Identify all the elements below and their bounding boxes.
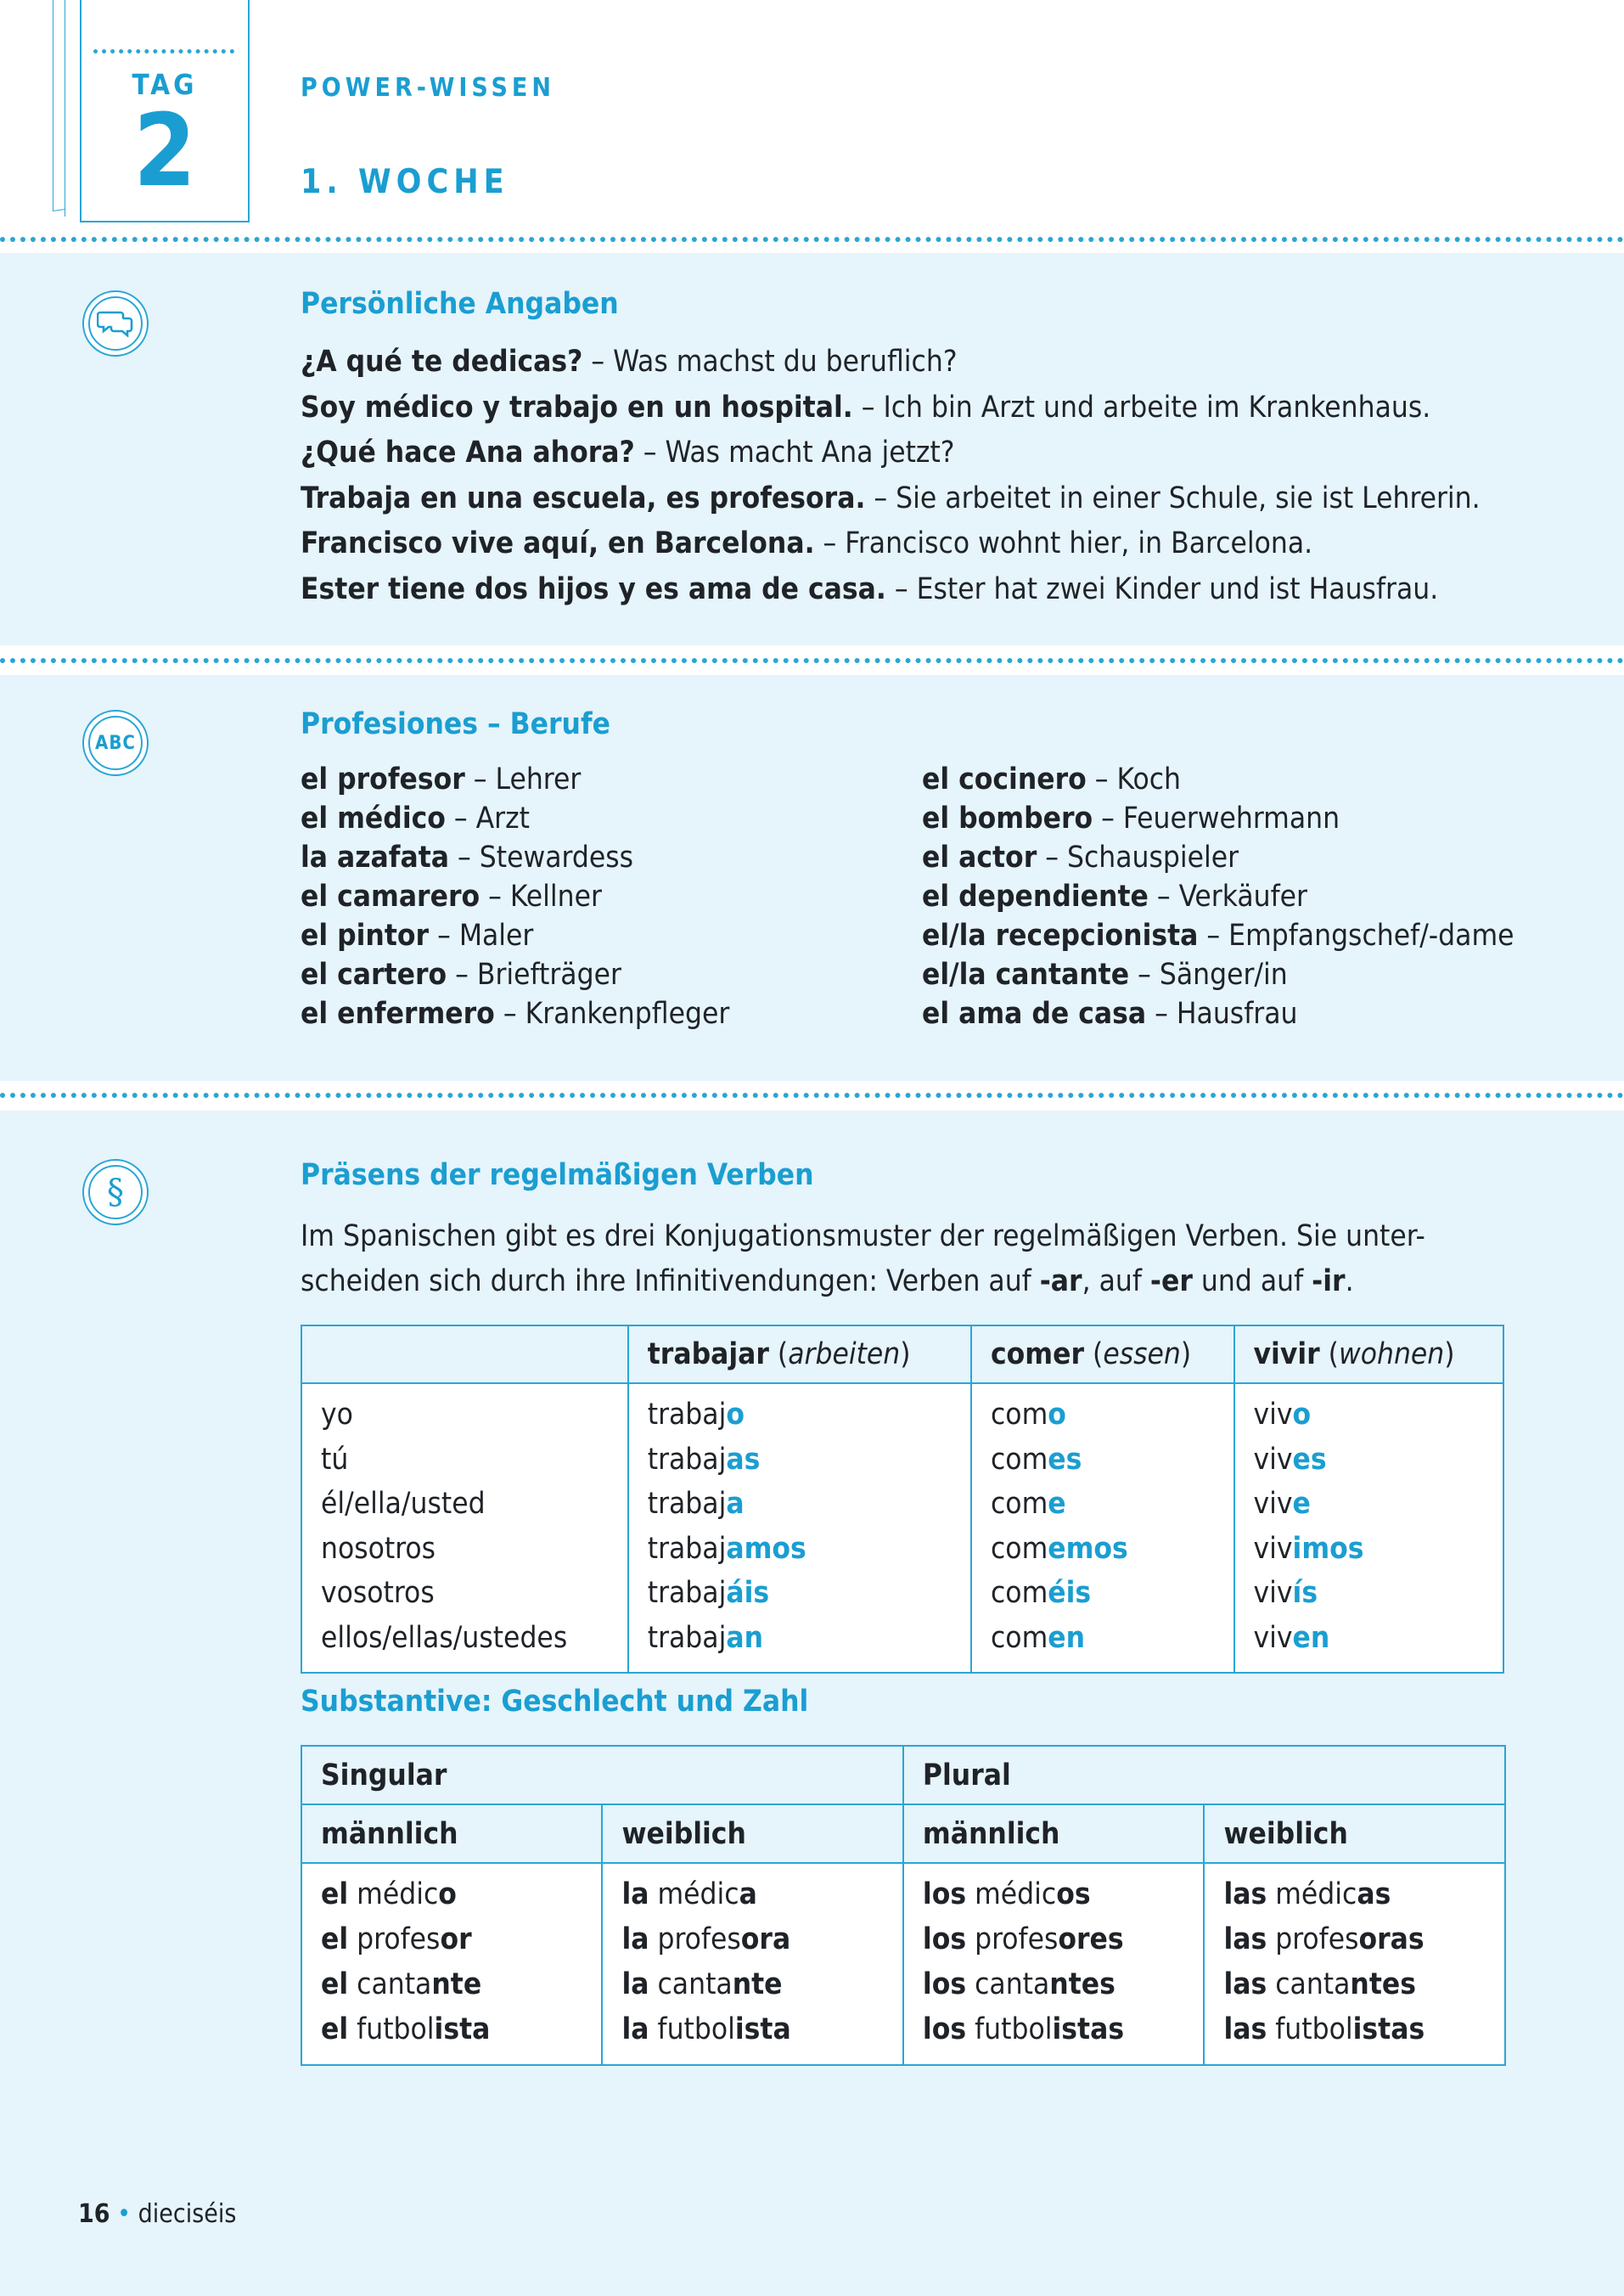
table-header-row bbox=[301, 1804, 1505, 1863]
list-item: el médico – Arzt bbox=[301, 802, 530, 836]
gender-header: männlich bbox=[903, 1804, 1205, 1863]
page-number-word: dieciséis bbox=[138, 2199, 237, 2229]
tag-dots-divider bbox=[93, 49, 234, 53]
phrase-row: Trabaja en una escuela, es profesora. – Sie arbeitet in einer Schule, sie ist Lehrerin. bbox=[301, 481, 1481, 515]
intro-paragraph bbox=[301, 1214, 1506, 1304]
list-item: el/la recepcionista – Empfangschef/-dame bbox=[922, 919, 1514, 953]
plural-masculine-column: los médicos los profesores los cantantes los futbolistas bbox=[903, 1863, 1205, 2065]
tag-label: TAG bbox=[132, 68, 198, 101]
noun-table bbox=[301, 1745, 1506, 2066]
list-item: el cocinero – Koch bbox=[922, 763, 1181, 796]
pronoun-column: yo tú él/ella/usted nosotros vosotros ellos/ellas/ustedes bbox=[301, 1383, 628, 1673]
phrase-row: Ester tiene dos hijos y es ama de casa. – Ester hat zwei Kinder und ist Hausfrau. bbox=[301, 571, 1439, 606]
day-tag bbox=[80, 0, 250, 222]
list-item: el ama de casa – Hausfrau bbox=[922, 997, 1298, 1031]
phrase-list bbox=[301, 340, 1481, 612]
dotted-divider bbox=[0, 237, 1624, 242]
list-item: el camarero – Kellner bbox=[301, 880, 602, 914]
paragraph-icon-glyph: § bbox=[107, 1173, 124, 1212]
page-footer bbox=[78, 2199, 236, 2229]
abc-icon bbox=[82, 710, 149, 776]
list-item: el pintor – Maler bbox=[301, 919, 534, 953]
vivir-column: vivo vives vive vivimos vivís viven bbox=[1234, 1383, 1503, 1673]
page-number: 16 bbox=[78, 2199, 110, 2229]
phrase-row: Soy médico y trabajo en un hospital. – Ich bin Arzt und arbeite im Krankenhaus. bbox=[301, 390, 1431, 425]
abc-icon-label: ABC bbox=[95, 732, 136, 754]
dotted-divider bbox=[0, 1093, 1624, 1098]
list-item: el profesor – Lehrer bbox=[301, 763, 582, 796]
phrase-row: ¿Qué hace Ana ahora? – Was macht Ana jetzt? bbox=[301, 436, 955, 470]
list-item: el actor – Schauspieler bbox=[922, 841, 1239, 875]
singular-masculine-column: el médico el profesor el cantante el futbolista bbox=[301, 1863, 602, 2065]
dotted-divider bbox=[0, 658, 1624, 663]
section-title-berufe: Profesiones – Berufe bbox=[301, 707, 611, 741]
list-item: el dependiente – Verkäufer bbox=[922, 880, 1307, 914]
phrase-row: Francisco vive aquí, en Barcelona. – Francisco wohnt hier, in Barcelona. bbox=[301, 526, 1313, 560]
trabajar-column: trabajo trabajas trabaja trabajamos trabajáis trabajan bbox=[628, 1383, 971, 1673]
conjugation-table bbox=[301, 1325, 1504, 1674]
comer-column: como comes come comemos coméis comen bbox=[971, 1383, 1234, 1673]
table-header-cell bbox=[301, 1325, 628, 1383]
speech-bubbles-icon bbox=[82, 290, 149, 357]
table-header-row bbox=[301, 1746, 1505, 1804]
gender-header: weiblich bbox=[1204, 1804, 1505, 1863]
table-header-row bbox=[301, 1325, 1503, 1383]
section-title-angaben: Persönliche Angaben bbox=[301, 287, 619, 321]
profession-list-left bbox=[301, 760, 729, 1033]
list-item: la azafata – Stewardess bbox=[301, 841, 634, 875]
profession-list-right bbox=[922, 760, 1514, 1033]
table-row bbox=[301, 1383, 1503, 1673]
paragraph-line: scheiden sich durch ihre Infinitivendungen: Verben auf -ar, auf -er und auf -ir. bbox=[301, 1264, 1354, 1298]
plural-feminine-column: las médicas las profesoras las cantantes las futbolistas bbox=[1204, 1863, 1505, 2065]
singular-header: Singular bbox=[301, 1746, 903, 1804]
table-header-cell: vivir (wohnen) bbox=[1234, 1325, 1503, 1383]
phrase-row: ¿A qué te dedicas? – Was machst du beruflich? bbox=[301, 345, 958, 379]
singular-feminine-column: la médica la profesora la cantante la futbolista bbox=[602, 1863, 902, 2065]
list-item: el enfermero – Krankenpfleger bbox=[301, 997, 730, 1031]
gender-header: männlich bbox=[301, 1804, 602, 1863]
section-title-substantive: Substantive: Geschlecht und Zahl bbox=[301, 1685, 809, 1719]
table-header-cell: comer (essen) bbox=[971, 1325, 1234, 1383]
gender-header: weiblich bbox=[602, 1804, 902, 1863]
list-item: el bombero – Feuerwehrmann bbox=[922, 802, 1340, 836]
paragraph-icon bbox=[82, 1159, 149, 1225]
list-item: el cartero – Briefträger bbox=[301, 958, 621, 992]
plural-header: Plural bbox=[903, 1746, 1505, 1804]
paragraph-line: Im Spanischen gibt es drei Konjugationsmuster der regelmäßigen Verben. Sie unter- bbox=[301, 1219, 1425, 1253]
bullet-icon: • bbox=[117, 2199, 132, 2229]
page-title: 1. WOCHE bbox=[301, 163, 509, 201]
table-header-cell: trabajar (arbeiten) bbox=[628, 1325, 971, 1383]
section-kicker: POWER-WISSEN bbox=[301, 73, 555, 103]
section-title-verben: Präsens der regelmäßigen Verben bbox=[301, 1158, 814, 1192]
list-item: el/la cantante – Sänger/in bbox=[922, 958, 1288, 992]
table-row bbox=[301, 1863, 1505, 2065]
tag-number: 2 bbox=[133, 92, 196, 209]
